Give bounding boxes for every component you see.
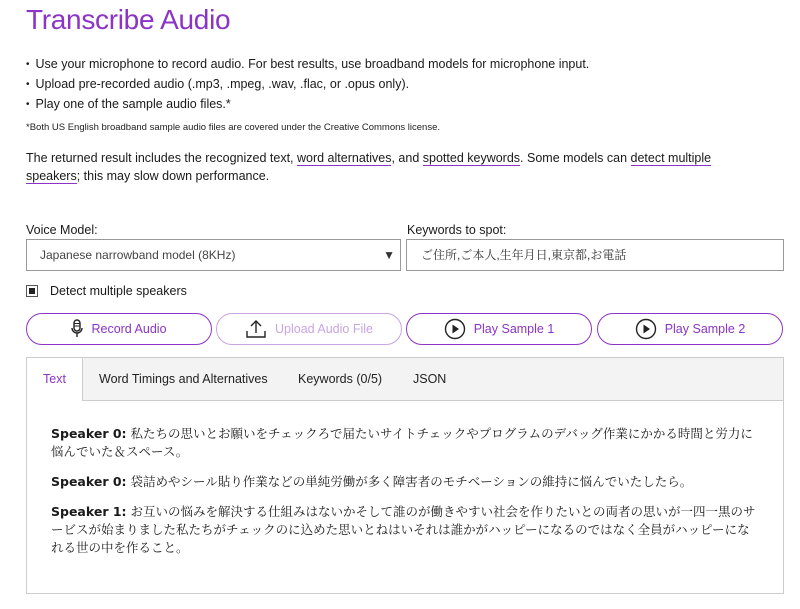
transcript-line: Speaker 1: お互いの悩みを解決する仕組みはないかそして誰のが働きやすい社会を作りたいとの両者の思いが一四一黒のサービスが始まりました私たちがチェックのに込めた思いとねはいそれは誰かがハッピーになるのではなく全員がハッピーになれる世の中を作ること。 — [51, 504, 756, 555]
upload-audio-label: Upload Audio File — [275, 322, 373, 336]
play-sample-1-button[interactable] — [406, 313, 592, 345]
play-sample-2-label: Play Sample 2 — [664, 322, 746, 336]
instruction-item: • Upload pre-recorded audio (.mp3, .mpeg, .wav, .flac, or .opus only). — [26, 75, 589, 95]
play-sample-2-button[interactable] — [597, 313, 783, 345]
tab-keywords[interactable]: Keywords (0/5) — [298, 372, 383, 386]
results-tabs — [27, 358, 783, 401]
voice-model-select[interactable] — [26, 239, 401, 271]
instructions-list — [26, 55, 589, 115]
keywords-label: Keywords to spot: — [407, 223, 507, 237]
tab-text[interactable]: Text — [27, 358, 83, 401]
license-note: *Both US English broadband sample audio files are covered under the Creative Commons license. — [26, 122, 441, 133]
record-audio-button[interactable] — [26, 313, 212, 345]
play-icon — [444, 318, 466, 340]
tab-json[interactable]: JSON — [413, 372, 447, 386]
detect-speakers-label: Detect multiple speakers — [50, 284, 187, 298]
play-sample-1-label: Play Sample 1 — [473, 322, 555, 336]
description-paragraph: The returned result includes the recognized text, word alternatives, and spotted keywords. Some models can detect multiple speakers; this may slow down performance. — [26, 151, 712, 183]
upload-icon — [245, 319, 267, 339]
detect-speakers-checkbox[interactable] — [26, 285, 38, 297]
transcript-text — [27, 401, 783, 557]
page-title: Transcribe Audio — [26, 4, 231, 35]
microphone-icon — [71, 319, 83, 339]
results-panel — [26, 357, 784, 594]
tab-word-timings[interactable]: Word Timings and Alternatives — [99, 372, 268, 386]
spotted-keywords-link[interactable]: spotted keywords — [422, 151, 521, 165]
dropdown-arrow-icon: ▼ — [383, 248, 395, 262]
transcript-line: Speaker 0: 袋詰めやシール貼り作業などの単純労働が多く障害者のモチベーションの維持に悩んでいたしたら。 — [51, 474, 693, 489]
play-icon — [635, 318, 657, 340]
word-alternatives-link[interactable]: word alternatives — [296, 151, 392, 165]
voice-model-value: Japanese narrowband model (8KHz) — [40, 248, 236, 262]
upload-audio-button[interactable] — [216, 313, 402, 345]
instruction-item: • Play one of the sample audio files.* — [26, 95, 589, 115]
record-audio-label: Record Audio — [91, 322, 167, 336]
keywords-input[interactable]: ご住所,ご本人,生年月日,東京都,お電話 — [406, 239, 784, 271]
instruction-item: • Use your microphone to record audio. For best results, use broadband models for microphone input. — [26, 55, 589, 75]
transcript-line: Speaker 0: 私たちの思いとお願いをチェックろで届たいサイトチェックやプログラムのデバッグ作業にかかる時間と労力に悩んでいた＆スペース。 — [51, 426, 753, 459]
detect-multiple-speakers-link[interactable]: detect multiple speakers — [26, 151, 712, 183]
voice-model-label: Voice Model: — [26, 223, 98, 237]
